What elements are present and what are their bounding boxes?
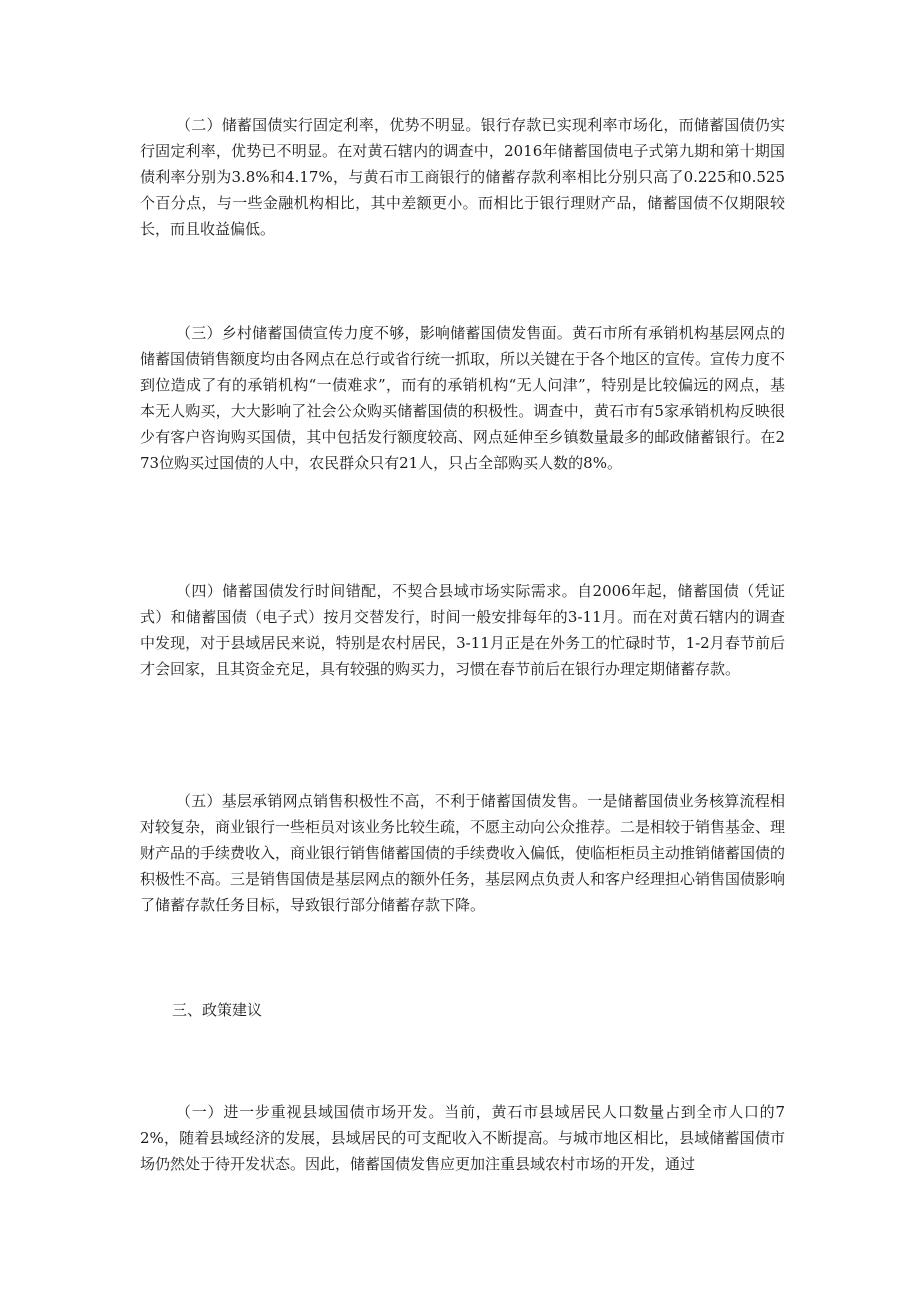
section-heading-policy-suggestions: 三、政策建议 <box>172 1001 263 1019</box>
paragraph-fixed-rate: （二）储蓄国债实行固定利率，优势不明显。银行存款已实现利率市场化，而储蓄国债仍实行固定利率，优势已不明显。在对黄石辖内的调查中，2016年储蓄国债电子式第九期和第十期国债利率分别为3.8%和4.17%，与黄石市工商银行的储蓄存款利率相比分别只高了0.225和0.525个百分点，与一些金融机构相比，其中差额更小。而相比于银行理财产品，储蓄国债不仅期限较长，而且收益偏低。 <box>140 116 785 238</box>
paragraph-county-market: （一）进一步重视县域国债市场开发。当前，黄石市县域居民人口数量占到全市人口的72%，随着县域经济的发展，县域居民的可支配收入不断提高。与城市地区相比，县域储蓄国债市场仍然处于待开发状态。因此，储蓄国债发售应更加注重县域农村市场的开发，通过 <box>140 1103 785 1173</box>
paragraph-outlet-motivation: （五）基层承销网点销售积极性不高，不利于储蓄国债发售。一是储蓄国债业务核算流程相对较复杂，商业银行一些柜员对该业务比较生疏，不愿主动向公众推荐。二是相较于销售基金、理财产品的手续费收入，商业银行销售储蓄国债的手续费收入偏低，使临柜柜员主动推销储蓄国债的积极性不高。三是销售国债是基层网点的额外任务，基层网点负责人和客户经理担心销售国债影响了储蓄存款任务目标，导致银行部分储蓄存款下降。 <box>140 792 786 914</box>
paragraph-issuance-timing: （四）储蓄国债发行时间错配，不契合县域市场实际需求。自2006年起，储蓄国债（凭证式）和储蓄国债（电子式）按月交替发行，时间一般安排每年的3-11月。而在对黄石辖内的调查中发现，对于县域居民来说，特别是农村居民，3-11月正是在外务工的忙碌时节，1-2月春节前后才会回家，且其资金充足，具有较强的购买力，习惯在春节前后在银行办理定期储蓄存款。 <box>140 582 785 678</box>
paragraph-rural-promotion: （三）乡村储蓄国债宣传力度不够，影响储蓄国债发售面。黄石市所有承销机构基层网点的储蓄国债销售额度均由各网点在总行或省行统一抓取，所以关键在于各个地区的宣传。宣传力度不到位造成了有的承销机构“一债难求”，而有的承销机构“无人问津”，特别是比较偏远的网点，基本无人购买，大大影响了社会公众购买储蓄国债的积极性。调查中，黄石市有5家承销机构反映很少有客户咨询购买国债，其中包括发行额度较高、网点延伸至乡镇数量最多的邮政储蓄银行。在273位购买过国债的人中，农民群众只有21人，只占全部购买人数的8%。 <box>140 324 786 472</box>
